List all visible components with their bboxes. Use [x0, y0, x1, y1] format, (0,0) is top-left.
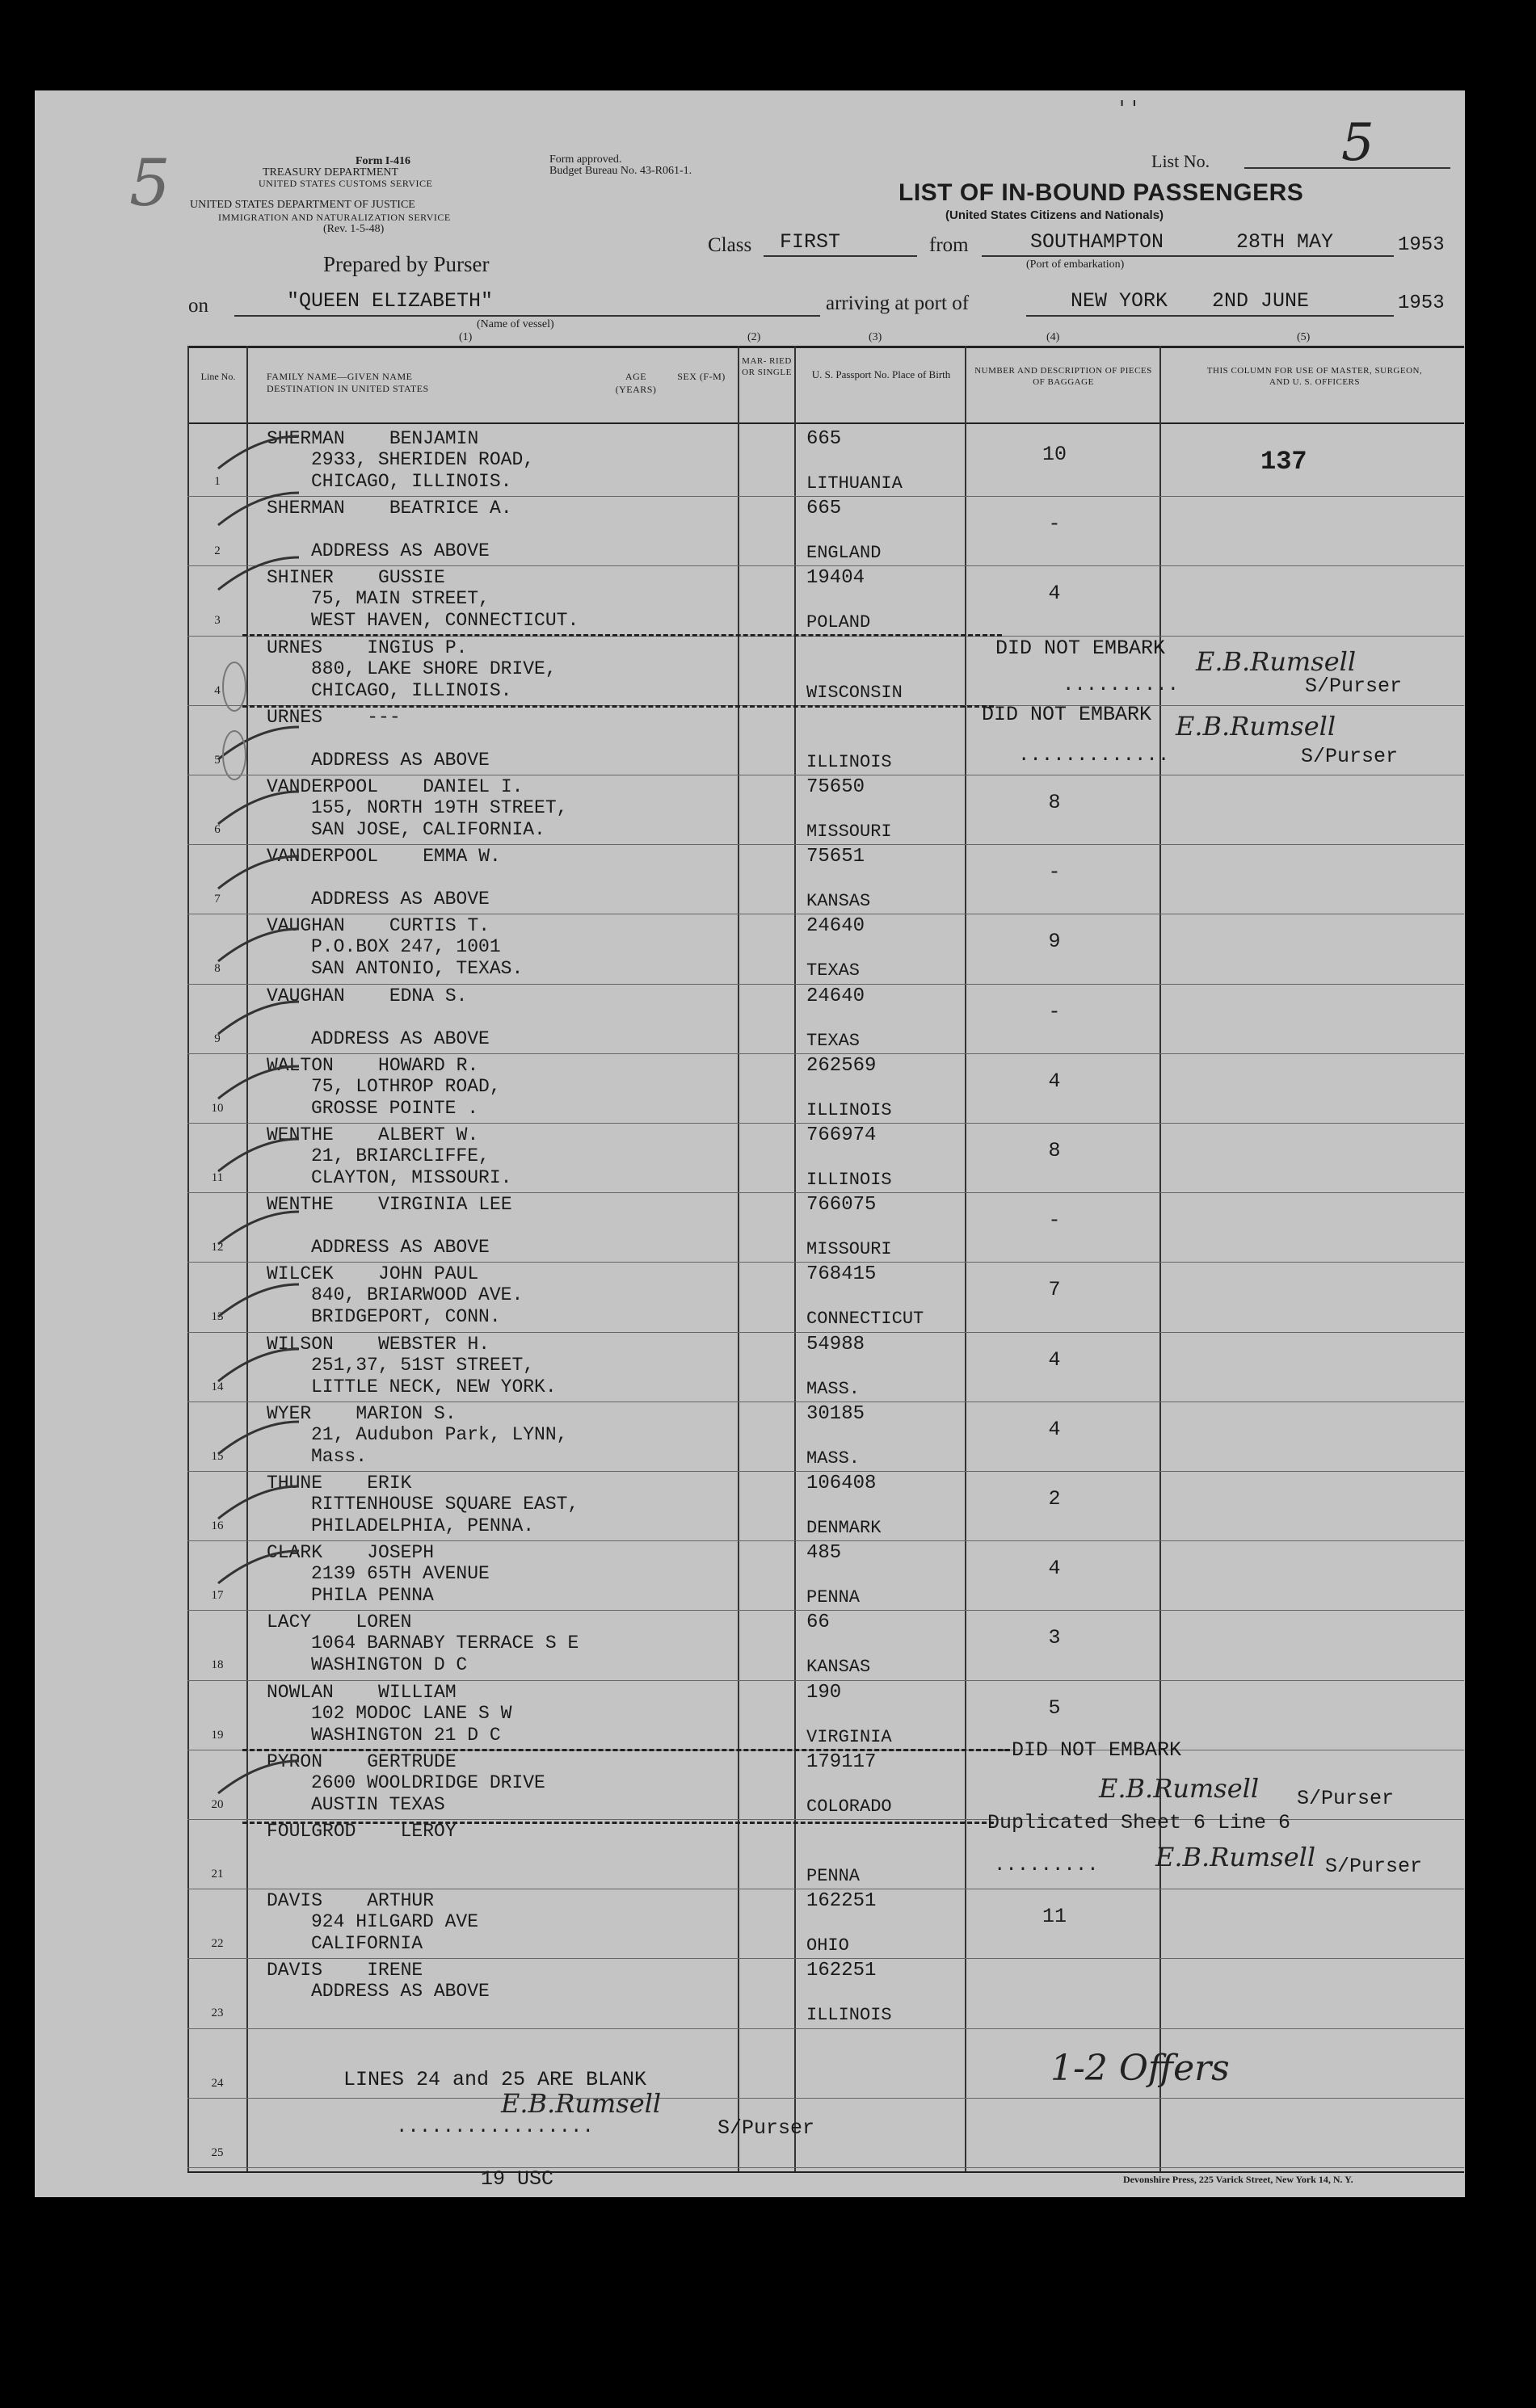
- place-of-birth: MASS.: [806, 1448, 861, 1469]
- approval-line1: Form approved.: [549, 153, 622, 166]
- passenger-address: BRIDGEPORT, CONN.: [311, 1306, 501, 1327]
- passport-number: 665: [806, 428, 842, 450]
- passenger-address: 2139 65TH AVENUE: [311, 1563, 490, 1584]
- passenger-address: WASHINGTON D C: [311, 1654, 468, 1675]
- row-separator: [187, 2028, 1464, 2029]
- passenger-name: PYRON GERTRUDE: [267, 1751, 457, 1772]
- passenger-address: LITTLE NECK, NEW YORK.: [311, 1376, 557, 1397]
- place-of-birth: MISSOURI: [806, 822, 892, 842]
- passenger-address: 102 MODOC LANE S W: [311, 1703, 512, 1724]
- place-of-birth: LITHUANIA: [806, 473, 903, 494]
- passport-number: 24640: [806, 985, 865, 1007]
- col-passport-divider: [794, 346, 796, 2173]
- from-year: 1953: [1398, 234, 1445, 256]
- passenger-address: CHICAGO, ILLINOIS.: [311, 471, 512, 492]
- passenger-address: GROSSE POINTE .: [311, 1098, 479, 1119]
- place-of-birth: TEXAS: [806, 960, 861, 981]
- passenger-address: 21, Audubon Park, LYNN,: [311, 1424, 568, 1445]
- row-cancel-line: [242, 1822, 994, 1824]
- arriving-port: NEW YORK: [1071, 289, 1168, 313]
- row-separator: [187, 565, 1464, 566]
- passenger-name: WILSON WEBSTER H.: [267, 1334, 490, 1355]
- purser-note: S/Purser: [1301, 745, 1399, 768]
- duplicated-note: Duplicated Sheet 6 Line 6: [987, 1811, 1291, 1834]
- row-separator: [187, 1680, 1464, 1681]
- passenger-name: SHINER GUSSIE: [267, 567, 445, 588]
- col-officers-divider: [1159, 346, 1161, 2173]
- line-number: 5: [214, 754, 221, 767]
- header-baggage: NUMBER AND DESCRIPTION OF PIECES OF BAGGAGE: [974, 366, 1152, 387]
- header-destination: DESTINATION IN UNITED STATES: [267, 383, 429, 394]
- row-cancel-line: [242, 634, 1002, 637]
- passenger-name: DAVIS IRENE: [267, 1960, 423, 1981]
- place-of-birth: PENNA: [806, 1587, 861, 1607]
- class-value: FIRST: [780, 230, 841, 254]
- purser-note: S/Purser: [718, 2116, 815, 2140]
- passenger-name: SHERMAN BEATRICE A.: [267, 498, 512, 519]
- form-justice: UNITED STATES DEPARTMENT OF JUSTICE: [190, 199, 415, 211]
- place-of-birth: OHIO: [806, 1935, 849, 1956]
- passenger-address: ADDRESS AS ABOVE: [311, 1981, 490, 2002]
- line-number: 24: [211, 2077, 224, 2090]
- line-number: 4: [214, 684, 221, 697]
- passenger-address: 2600 WOOLDRIDGE DRIVE: [311, 1772, 545, 1793]
- arriving-label: arriving at port of: [826, 292, 970, 314]
- passport-number: 262569: [806, 1055, 877, 1077]
- baggage-count: 9: [1048, 930, 1061, 953]
- header-passport: U. S. Passport No. Place of Birth: [811, 368, 951, 380]
- form-service: UNITED STATES CUSTOMS SERVICE: [259, 178, 433, 189]
- passenger-address: CLAYTON, MISSOURI.: [311, 1167, 512, 1188]
- line-number: 18: [211, 1658, 224, 1671]
- passenger-name: CLARK JOSEPH: [267, 1542, 435, 1563]
- passenger-name: DAVIS ARTHUR: [267, 1890, 435, 1911]
- line-number: 10: [211, 1102, 224, 1115]
- handwritten-tally: 1-2 Offers: [1050, 2048, 1230, 2089]
- row-cancel-line: [242, 1749, 1010, 1751]
- row-separator: [187, 984, 1464, 985]
- passenger-address: 251,37, 51ST STREET,: [311, 1355, 535, 1376]
- passenger-address: 2933, SHERIDEN ROAD,: [311, 449, 535, 470]
- purser-note: S/Purser: [1297, 1787, 1395, 1810]
- passenger-address: PHILADELPHIA, PENNA.: [311, 1515, 535, 1536]
- printer-line: Devonshire Press, 225 Varick Street, New York 14, N. Y.: [1123, 2174, 1353, 2185]
- baggage-count: 4: [1048, 1070, 1061, 1093]
- passenger-name: WILCEK JOHN PAUL: [267, 1263, 479, 1284]
- passenger-address: P.O.BOX 247, 1001: [311, 936, 501, 957]
- baggage-count: 8: [1048, 1139, 1061, 1162]
- signature: E.B.Rumsell: [1155, 1842, 1316, 1872]
- did-not-embark-note: -DID NOT EMBARK: [999, 1738, 1182, 1762]
- row-separator: [187, 1332, 1464, 1333]
- passenger-address: CHICAGO, ILLINOIS.: [311, 680, 512, 701]
- port-embark-caption: (Port of embarkation): [1026, 258, 1125, 271]
- place-of-birth: ILLINOIS: [806, 1170, 892, 1190]
- on-label: on: [188, 295, 208, 317]
- dotted-line: .............: [1018, 745, 1170, 767]
- line-number: 23: [211, 2007, 224, 2019]
- row-separator: [187, 1471, 1464, 1472]
- form-subtitle: (United States Citizens and Nationals): [945, 208, 1164, 222]
- passenger-name: VANDERPOOL EMMA W.: [267, 846, 501, 867]
- row-separator: [187, 1610, 1464, 1611]
- row-separator: [187, 1053, 1464, 1054]
- line-number: 14: [211, 1381, 224, 1393]
- form-dept: TREASURY DEPARTMENT: [263, 166, 399, 179]
- passenger-name: FOULGROD LEROY: [267, 1821, 457, 1842]
- baggage-count: 10: [1042, 443, 1067, 466]
- row-cancel-line: [242, 705, 994, 708]
- passenger-address: CALIFORNIA: [311, 1933, 423, 1954]
- place-of-birth: DENMARK: [806, 1518, 882, 1538]
- passenger-address: ADDRESS AS ABOVE: [311, 1028, 490, 1049]
- baggage-count: 4: [1048, 1557, 1061, 1580]
- column-number: (1): [459, 331, 473, 343]
- vessel-underline: [234, 315, 820, 317]
- margin-check-marks: [194, 420, 339, 1842]
- header-name: FAMILY NAME—GIVEN NAME: [267, 371, 413, 382]
- passport-number: 665: [806, 498, 842, 519]
- line-number: 20: [211, 1798, 224, 1811]
- header-line-no: Line No.: [200, 371, 236, 382]
- from-date: 28TH MAY: [1236, 230, 1334, 254]
- passport-number: 179117: [806, 1751, 877, 1773]
- place-of-birth: TEXAS: [806, 1031, 861, 1051]
- baggage-count: 4: [1048, 1348, 1061, 1372]
- baggage-count: 7: [1048, 1278, 1061, 1301]
- line-number: 12: [211, 1241, 224, 1254]
- line-number: 17: [211, 1589, 224, 1602]
- list-no-label: List No.: [1151, 151, 1210, 171]
- column-number: (3): [869, 331, 882, 343]
- form-title: LIST OF IN-BOUND PASSENGERS: [898, 179, 1304, 206]
- blank-lines-note: LINES 24 and 25 ARE BLANK: [343, 2068, 647, 2091]
- passenger-name: WENTHE ALBERT W.: [267, 1124, 479, 1145]
- arriving-date: 2ND JUNE: [1212, 289, 1310, 313]
- passenger-address: SAN JOSE, CALIFORNIA.: [311, 819, 545, 840]
- passenger-address: SAN ANTONIO, TEXAS.: [311, 958, 524, 979]
- officer-note: 137: [1260, 447, 1307, 477]
- place-of-birth: KANSAS: [806, 1657, 871, 1677]
- baggage-count: 8: [1048, 791, 1061, 814]
- passport-number: 485: [806, 1542, 842, 1564]
- row-separator: [187, 844, 1464, 845]
- passenger-name: SHERMAN BENJAMIN: [267, 428, 479, 449]
- passenger-address: 1064 BARNABY TERRACE S E: [311, 1633, 579, 1654]
- class-underline: [764, 255, 917, 257]
- form-number: Form I-416: [356, 155, 411, 167]
- passport-number: 162251: [806, 1960, 877, 1981]
- passenger-name: WYER MARION S.: [267, 1403, 457, 1424]
- passenger-address: RITTENHOUSE SQUARE EAST,: [311, 1494, 579, 1515]
- header-married: MAR- RIED OR SINGLE: [742, 356, 792, 377]
- top-marks: ' ': [1119, 97, 1138, 121]
- passport-number: 30185: [806, 1403, 865, 1425]
- header-sex: SEX (F-M): [677, 371, 726, 382]
- place-of-birth: CONNECTICUT: [806, 1309, 924, 1329]
- passport-number: 162251: [806, 1890, 877, 1912]
- col-married-divider: [738, 346, 739, 2173]
- purser-note: S/Purser: [1325, 1855, 1423, 1878]
- row-separator: [187, 1958, 1464, 1959]
- passport-number: 75650: [806, 776, 865, 798]
- passport-number: 766075: [806, 1194, 877, 1216]
- line-number: 3: [214, 614, 221, 627]
- passenger-address: WEST HAVEN, CONNECTICUT.: [311, 610, 579, 631]
- passenger-name: URNES ---: [267, 707, 401, 728]
- passenger-name: THUNE ERIK: [267, 1473, 412, 1494]
- passenger-name: VAUGHAN CURTIS T.: [267, 915, 490, 936]
- line-number: 11: [211, 1171, 224, 1184]
- passenger-address: PHILA PENNA: [311, 1585, 434, 1606]
- baggage-count: 2: [1048, 1487, 1061, 1511]
- vessel-caption: (Name of vessel): [477, 318, 554, 330]
- row-separator: [187, 496, 1464, 497]
- passport-number: 766974: [806, 1124, 877, 1146]
- line-number: 9: [214, 1032, 221, 1045]
- baggage-count: -: [1048, 1208, 1061, 1232]
- line-number: 22: [211, 1937, 224, 1950]
- passenger-address: ADDRESS AS ABOVE: [311, 750, 490, 771]
- list-no-underline: [1244, 167, 1450, 169]
- line-number: 25: [211, 2146, 224, 2159]
- passenger-address: 155, NORTH 19TH STREET,: [311, 797, 568, 818]
- table-top-border: [187, 346, 1464, 348]
- line-number: 1: [214, 475, 221, 488]
- from-value: SOUTHAMPTON: [1030, 230, 1164, 254]
- place-of-birth: POLAND: [806, 612, 871, 632]
- baggage-count: 11: [1042, 1905, 1067, 1928]
- signature: E.B.Rumsell: [1176, 711, 1336, 742]
- table-left-border: [187, 346, 189, 2173]
- passenger-address: 21, BRIARCLIFFE,: [311, 1145, 490, 1166]
- place-of-birth: COLORADO: [806, 1797, 892, 1817]
- header-officers: THIS COLUMN FOR USE OF MASTER, SURGEON, AND U. S. OFFICERS: [1206, 366, 1423, 387]
- passenger-address: Mass.: [311, 1446, 368, 1467]
- place-of-birth: KANSAS: [806, 891, 871, 911]
- baggage-count: -: [1048, 512, 1061, 536]
- line-number: 15: [211, 1450, 224, 1463]
- baggage-count: -: [1048, 1000, 1061, 1023]
- passenger-name: WENTHE VIRGINIA LEE: [267, 1194, 512, 1215]
- baggage-count: -: [1048, 860, 1061, 884]
- place-of-birth: PENNA: [806, 1866, 861, 1886]
- dotted-line: .................: [396, 2116, 594, 2138]
- col-baggage-divider: [965, 346, 966, 2173]
- passenger-name: NOWLAN WILLIAM: [267, 1682, 457, 1703]
- dotted-line: .........: [994, 1855, 1099, 1876]
- row-separator: [187, 1192, 1464, 1193]
- line-number: 19: [211, 1729, 224, 1742]
- did-not-embark-note: DID NOT EMBARK: [995, 637, 1166, 660]
- place-of-birth: ILLINOIS: [806, 1100, 892, 1120]
- prepared-by: Prepared by Purser: [323, 252, 490, 276]
- header-age: AGE (YEARS): [615, 371, 657, 395]
- passenger-address: 924 HILGARD AVE: [311, 1911, 479, 1932]
- line-number: 16: [211, 1519, 224, 1532]
- baggage-count: 5: [1048, 1696, 1061, 1720]
- passenger-name: WALTON HOWARD R.: [267, 1055, 479, 1076]
- line-number: 7: [214, 893, 221, 906]
- passenger-address: 75, LOTHROP ROAD,: [311, 1076, 501, 1097]
- passport-number: 106408: [806, 1473, 877, 1494]
- baggage-count: 4: [1048, 582, 1061, 605]
- column-number: (4): [1046, 331, 1060, 343]
- passport-number: 24640: [806, 915, 865, 937]
- passport-number: 54988: [806, 1334, 865, 1355]
- place-of-birth: ILLINOIS: [806, 2005, 892, 2025]
- line-number: 6: [214, 823, 221, 836]
- place-of-birth: WISCONSIN: [806, 683, 903, 703]
- line-number: 2: [214, 544, 221, 557]
- arriving-underline: [1026, 315, 1394, 317]
- passenger-address: ADDRESS AS ABOVE: [311, 540, 490, 561]
- passenger-name: VAUGHAN EDNA S.: [267, 985, 468, 1006]
- from-label: from: [929, 234, 969, 256]
- page-number-handwritten: 5: [1341, 113, 1374, 173]
- header-bottom-border: [187, 422, 1464, 424]
- signature: E.B.Rumsell: [501, 2088, 662, 2119]
- margin-handwritten-number: 5: [129, 145, 170, 221]
- place-of-birth: MASS.: [806, 1379, 861, 1399]
- from-underline: [982, 255, 1394, 257]
- form-ins: IMMIGRATION AND NATURALIZATION SERVICE: [218, 212, 451, 223]
- passport-number: 75651: [806, 846, 865, 868]
- row-separator: [187, 2098, 1464, 2099]
- line-number: 21: [211, 1868, 224, 1881]
- row-separator: [187, 1123, 1464, 1124]
- column-number: (5): [1297, 331, 1311, 343]
- passenger-name: LACY LOREN: [267, 1612, 412, 1633]
- place-of-birth: MISSOURI: [806, 1239, 892, 1259]
- signature: E.B.Rumsell: [1099, 1773, 1260, 1804]
- line-number: 13: [211, 1310, 224, 1323]
- class-label: Class: [708, 234, 752, 256]
- signature: E.B.Rumsell: [1196, 646, 1357, 677]
- passenger-address: ADDRESS AS ABOVE: [311, 889, 490, 910]
- baggage-count: 4: [1048, 1418, 1061, 1441]
- passport-number: 19404: [806, 567, 865, 589]
- vessel-name: "QUEEN ELIZABETH": [287, 289, 494, 313]
- purser-note: S/Purser: [1305, 674, 1403, 698]
- passenger-name: URNES INGIUS P.: [267, 637, 468, 658]
- passport-number: 190: [806, 1682, 842, 1704]
- place-of-birth: ENGLAND: [806, 543, 882, 563]
- form-rev: (Rev. 1-5-48): [323, 223, 385, 235]
- passport-number: 66: [806, 1612, 830, 1633]
- passenger-address: 840, BRIARWOOD AVE.: [311, 1284, 524, 1305]
- passenger-address: 75, MAIN STREET,: [311, 588, 490, 609]
- arriving-year: 1953: [1398, 292, 1445, 314]
- place-of-birth: ILLINOIS: [806, 752, 892, 772]
- passenger-address: AUSTIN TEXAS: [311, 1794, 445, 1815]
- footer-statute: 19 USC: [481, 2167, 554, 2191]
- place-of-birth: VIRGINIA: [806, 1727, 892, 1747]
- approval-line2: Budget Bureau No. 43-R061-1.: [549, 165, 692, 177]
- row-separator: [187, 1262, 1464, 1263]
- passenger-address: 880, LAKE SHORE DRIVE,: [311, 658, 557, 679]
- passenger-address: ADDRESS AS ABOVE: [311, 1237, 490, 1258]
- passenger-name: VANDERPOOL DANIEL I.: [267, 776, 524, 797]
- row-separator: [187, 2167, 1464, 2168]
- row-separator: [187, 1540, 1464, 1541]
- did-not-embark-note: DID NOT EMBARK: [982, 703, 1152, 726]
- line-number: 8: [214, 962, 221, 975]
- baggage-count: 3: [1048, 1626, 1061, 1649]
- column-number: (2): [747, 331, 761, 343]
- passenger-address: WASHINGTON 21 D C: [311, 1725, 501, 1746]
- dotted-line: ..........: [1063, 674, 1180, 696]
- passport-number: 768415: [806, 1263, 877, 1285]
